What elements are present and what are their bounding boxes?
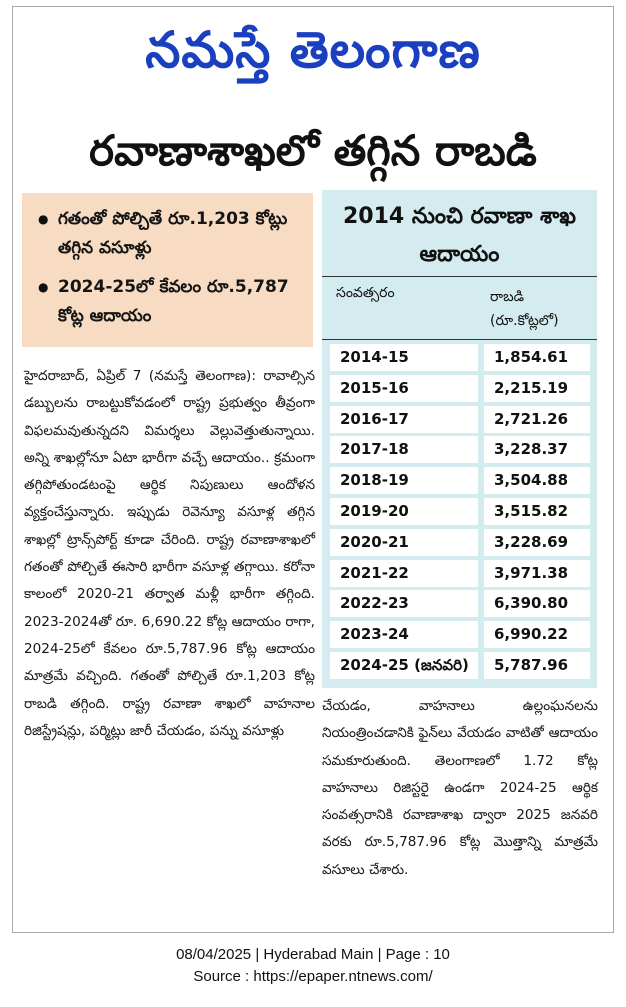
- table-row: [322, 467, 597, 498]
- table-cell-year: 2017-18: [330, 436, 478, 463]
- table-cell-year: 2023-24: [330, 621, 478, 648]
- table-cell-value: 5,787.96: [484, 652, 590, 679]
- table-row: [322, 621, 597, 652]
- table-cell-year: 2016-17: [330, 406, 478, 433]
- highlights-box: [22, 193, 313, 347]
- table-cell-value: 3,504.88: [484, 467, 590, 494]
- table-cell-value: 6,390.80: [484, 590, 590, 617]
- table-body: [322, 340, 597, 683]
- footer-source-link[interactable]: Source : https://epaper.ntnews.com/: [193, 968, 433, 985]
- highlight-item: ● గతంతో పోల్చితే రూ.1,203 కోట్లు తగ్గిన వసూళ్లు: [38, 205, 301, 263]
- table-cell-value: 3,228.37: [484, 436, 590, 463]
- table-row: [322, 436, 597, 467]
- table-row: [322, 344, 597, 375]
- table-cell-year: 2024-25 (జనవరి): [330, 652, 478, 679]
- table-cell-value: 3,515.82: [484, 498, 590, 525]
- table-cell-year: 2014-15: [330, 344, 478, 371]
- table-cell-year: 2015-16: [330, 375, 478, 402]
- table-cell-value: 3,971.38: [484, 560, 590, 587]
- table-row: [322, 498, 597, 529]
- table-cell-value: 2,215.19: [484, 375, 590, 402]
- table-header-revenue-label: రాబడి: [490, 289, 524, 305]
- revenue-table: [322, 190, 597, 688]
- table-cell-year: 2020-21: [330, 529, 478, 556]
- table-row: [322, 652, 597, 683]
- article-body-right: చేయడం, వాహనాలు ఉల్లంఘనలను నియంత్రించడానికి ఫైన్‌లు వేయడం వాటితో ఆదాయం సమకూరుతుంది. తెలంగాణలో 1.72 కోట్ల వాహనాలు రిజిస్టరై ఉండగా 2024-25 ఆర్థిక సంవత్సరానికి రవాణాశాఖ ద్వారా 2025 జనవరి వరకు రూ.5,787.96 కోట్ల మొత్తాన్ని మాత్రమే వసూలు చేశారు.: [322, 698, 598, 878]
- table-header-revenue: [490, 285, 559, 333]
- table-row: [322, 375, 597, 406]
- table-title: 2014 నుంచి రవాణా శాఖ ఆదాయం: [342, 204, 577, 267]
- table-cell-value: 3,228.69: [484, 529, 590, 556]
- highlight-item: ● 2024-25లో కేవలం రూ.5,787 కోట్ల ఆదాయం: [38, 273, 301, 331]
- table-cell-year: 2021-22: [330, 560, 478, 587]
- table-row: [322, 560, 597, 591]
- table-cell-year: 2019-20: [330, 498, 478, 525]
- table-cell-value: 1,854.61: [484, 344, 590, 371]
- table-row: [322, 590, 597, 621]
- article-headline: రవాణాశాఖలో తగ్గిన రాబడి: [89, 126, 537, 175]
- page-footer: [0, 944, 626, 988]
- table-cell-year: 2022-23: [330, 590, 478, 617]
- table-header-revenue-unit: (రూ.కోట్లలో): [490, 313, 559, 329]
- table-cell-value: 2,721.26: [484, 406, 590, 433]
- table-row: [322, 406, 597, 437]
- table-cell-value: 6,990.22: [484, 621, 590, 648]
- table-cell-year: 2018-19: [330, 467, 478, 494]
- table-header-year: సంవత్సరం: [336, 285, 395, 301]
- table-row: [322, 529, 597, 560]
- footer-edition-info: 08/04/2025 | Hyderabad Main | Page : 10: [176, 946, 450, 963]
- newspaper-masthead: నమస్తే తెలంగాణ: [145, 21, 481, 79]
- article-body-left: హైదరాబాద్, ఏప్రిల్ 7 (నమస్తే తెలంగాణ): రావాల్సిన డబ్బులను రాబట్టుకోవడంలో రాష్ట్ర ప్రభుత్వం తీవ్రంగా విఫలమవుతున్నదని విమర్శలు వెల్లువెత్తుతున్నాయి. అన్ని శాఖల్లోనూ ఏటా భారీగా వచ్చే ఆదాయం.. క్రమంగా తగ్గిపోతుండటంపై ఆర్థిక నిపుణులు ఆందోళన వ్యక్తంచేస్తున్నారు. ఇప్పుడు రెవెన్యూ వసూళ్ల తగ్గిన శాఖల్లో ట్రాన్స్‌పోర్ట్ కూడా చేరింది. రాష్ట్ర రవాణాశాఖలో గతంతో పోల్చితే ఈసారి భారీగా వసూళ్ల తగ్గాయి. కరోనా కాలంలో 2020-21 తర్వాత మళ్లీ భారీగా తగ్గింది. 2023-2024తో రూ. 6,690.22 కోట్ల ఆదాయం రాగా, 2024-25లో కేవలం రూ.5,787.96 కోట్ల ఆదాయం మాత్రమే వచ్చింది. గతంతో పోల్చితే రూ.1,203 కోట్ల రాబడి తగ్గింది. రాష్ట్ర రవాణా శాఖలో వాహనాల రిజిస్ట్రేషన్లు, పర్మిట్లు జారీ చేయడం, పన్ను వసూళ్లు: [24, 368, 315, 739]
- table-header: [322, 276, 597, 340]
